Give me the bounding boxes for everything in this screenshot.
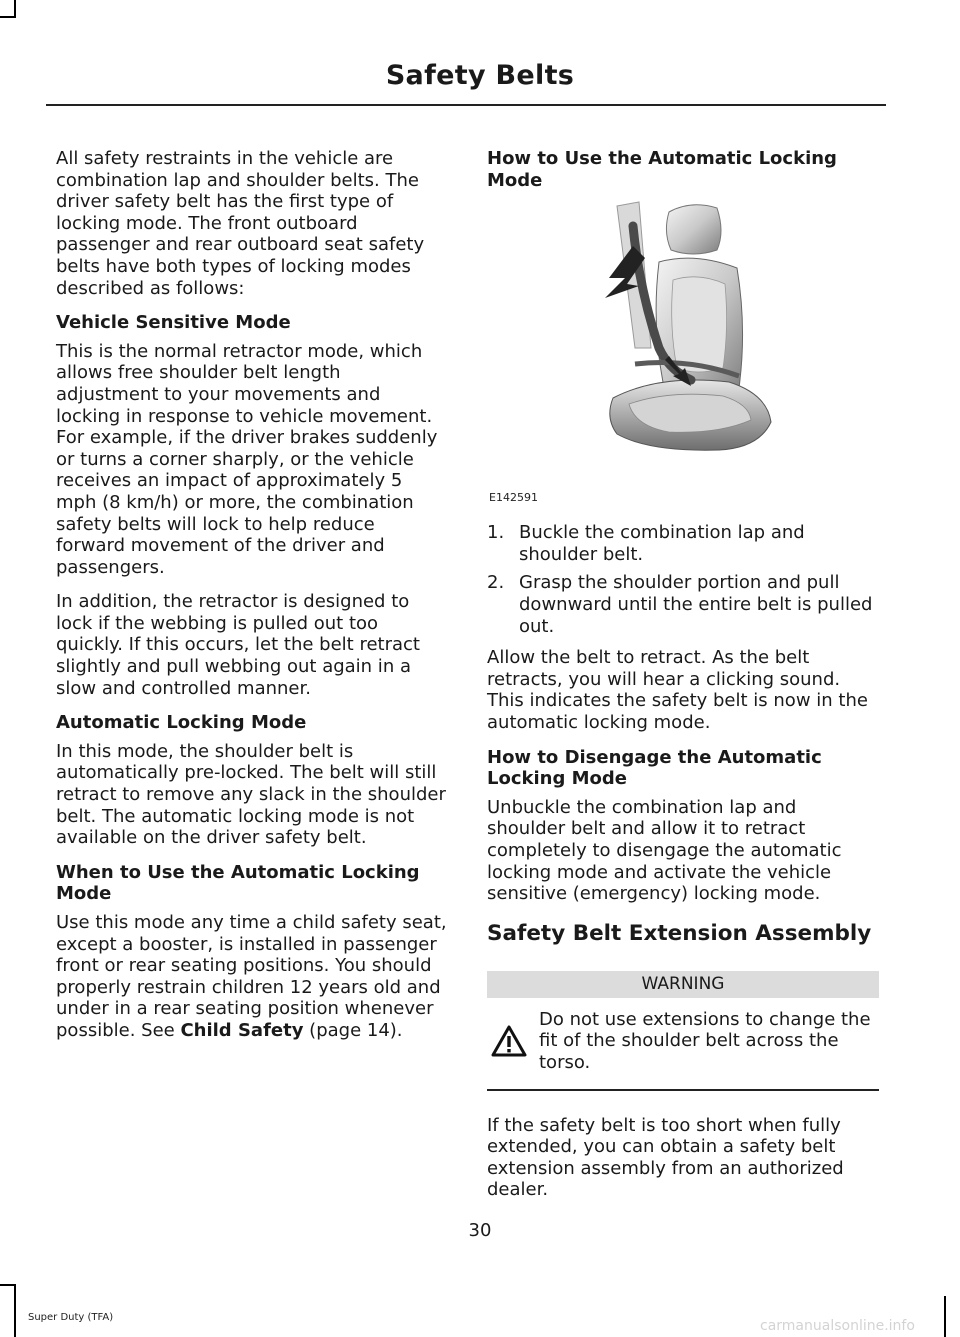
page-number: 30: [468, 1220, 492, 1241]
vehicle-sensitive-mode-heading: Vehicle Sensitive Mode: [56, 312, 291, 334]
when-to-use-paragraph: [56, 912, 448, 1042]
crop-mark-bottom-left-h: [0, 1284, 16, 1286]
watermark: carmanualsonline.info: [760, 1318, 915, 1334]
retractor-lock-paragraph: In addition, the retractor is designed to lock if the webbing is pulled out too quickly. If this occurs, let the belt retract slightly and pull webbing out again in a slow and controlled manner.: [56, 591, 420, 699]
when-to-use-text: Use this mode any time a child safety seat, except a booster, is installed in passenger front or rear seating positions. You should properly restrain children 12 years old and under in a rear seating position whenever possible. See: [56, 912, 447, 1041]
extension-assembly-heading: Safety Belt Extension Assembly: [487, 920, 872, 946]
list-item: [487, 522, 879, 565]
retract-paragraph: Allow the belt to retract. As the belt retracts, you will hear a clicking sound. This indicates the safety belt is now in the automatic locking mode.: [487, 647, 868, 733]
how-to-disengage-heading: How to Disengage the Automatic Locking Mode: [487, 746, 822, 790]
how-to-use-heading: How to Use the Automatic Locking Mode: [487, 148, 837, 191]
vehicle-sensitive-mode-paragraph: This is the normal retractor mode, which allows free shoulder belt length adjustment to your movements and locking in response to vehicle movement. For example, if the driver brakes suddenly or turns a corner sharply, or the vehicle receives an impact of approximately 5 mph (8 km/h) or more, the combination safety belts will lock to help reduce forward movement of the driver and passengers.: [56, 340, 438, 578]
extension-paragraph: If the safety belt is too short when fully extended, you can obtain a safety belt extension assembly from an authorized dealer.: [487, 1114, 844, 1201]
crop-mark-top-left-h: [0, 16, 16, 18]
child-safety-page-ref: (page 14).: [303, 1019, 403, 1041]
steps-list: [487, 522, 879, 637]
left-column: [56, 148, 448, 1055]
warning-text: Do not use extensions to change the fit of the shoulder belt across the torso.: [539, 1008, 871, 1073]
seat-illustration: [599, 198, 779, 460]
warning-triangle-icon: [491, 1025, 527, 1061]
crop-mark-bottom-right-v: [944, 1296, 946, 1337]
figure-id: E142591: [489, 491, 538, 505]
right-column: [487, 148, 879, 1214]
footer-model: Super Duty (TFA): [28, 1312, 114, 1323]
automatic-locking-mode-heading: Automatic Locking Mode: [56, 712, 307, 734]
step-text: Grasp the shoulder portion and pull downward until the entire belt is pulled out.: [519, 572, 873, 637]
child-safety-link[interactable]: Child Safety: [180, 1019, 304, 1041]
page-title: Safety Belts: [385, 60, 575, 91]
title-rule: [46, 104, 886, 106]
disengage-paragraph: Unbuckle the combination lap and shoulder belt and allow it to retract completely to disengage the automatic locking mode and activate the vehicle sensitive (emergency) locking mode.: [487, 796, 842, 905]
step-number: 2.: [487, 572, 505, 594]
crop-mark-bottom-left-v: [14, 1284, 16, 1337]
seat-belt-figure: [487, 198, 879, 506]
warning-header: WARNING: [487, 971, 879, 998]
automatic-locking-mode-paragraph: In this mode, the shoulder belt is automatically pre-locked. The belt will still retract to remove any slack in the shoulder belt. The automatic locking mode is not available on the driver safety belt.: [56, 740, 446, 849]
list-item: [487, 572, 879, 637]
step-number: 1.: [487, 522, 505, 544]
step-text: Buckle the combination lap and shoulder belt.: [519, 522, 805, 565]
intro-paragraph: All safety restraints in the vehicle are combination lap and shoulder belts. The driver safety belt has the first type of locking mode. The front outboard passenger and rear outboard seat safety belts have both types of locking modes described as follows:: [56, 148, 425, 299]
warning-box: [487, 1009, 879, 1091]
when-to-use-heading: When to Use the Automatic Locking Mode: [56, 861, 420, 905]
